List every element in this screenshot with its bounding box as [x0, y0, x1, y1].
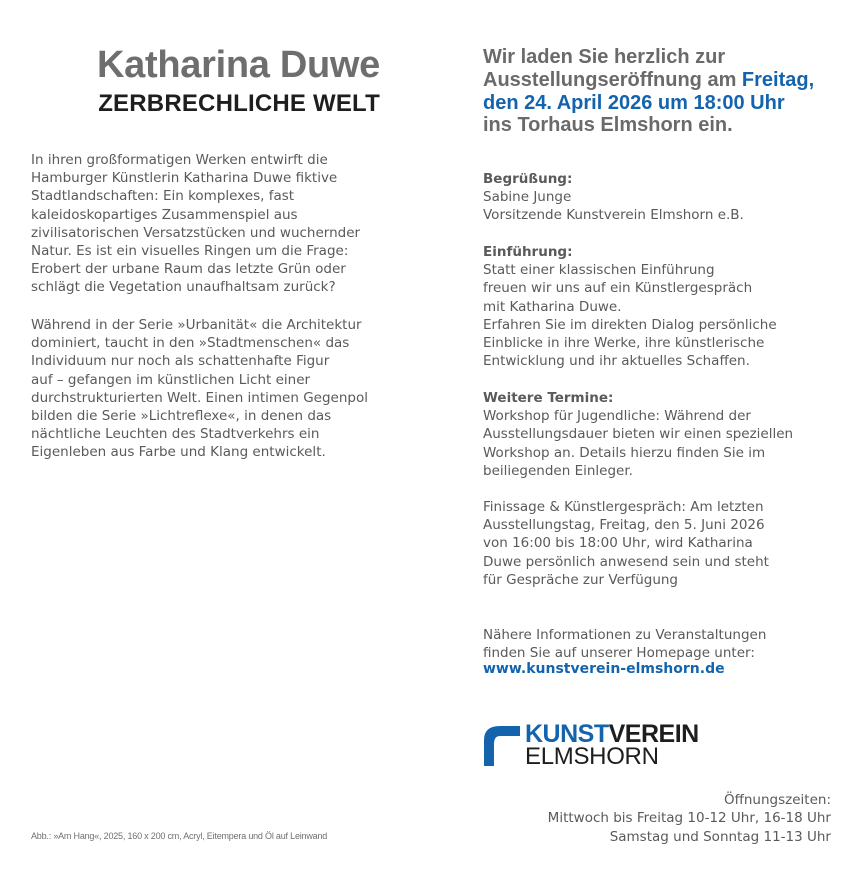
text-line: nächtliche Leuchten des Stadtverkehrs ein	[31, 426, 320, 443]
logo-word-elmshorn: ELMSHORN	[525, 743, 659, 770]
text-line: Individuum nur noch als schattenhafte Figur	[31, 353, 330, 370]
description-paragraph-1	[31, 151, 386, 297]
introduction-section	[483, 243, 838, 370]
text-line: Ausstellungsdauer bieten wir einen speziellen	[483, 426, 794, 443]
text-line: kaleidoskopartiges Zusammenspiel aus	[31, 206, 298, 223]
finissage-section	[483, 498, 838, 589]
invitation-line-text: Ausstellungseröffnung am	[483, 68, 742, 91]
info-section	[483, 626, 838, 662]
text-line: finden Sie auf unserer Homepage unter:	[483, 645, 755, 662]
invitation-line: Wir laden Sie herzlich zur	[483, 46, 726, 68]
text-line: dominiert, taucht in den »Stadtmenschen« das	[31, 335, 350, 352]
text-line: schlägt die Vegetation unaufhaltsam zurück?	[31, 279, 336, 296]
text-line: Ausstellungstag, Freitag, den 5. Juni 2026	[483, 517, 765, 534]
text-line: Workshop für Jugendliche: Während der	[483, 408, 751, 425]
logo-word-verein: VEREIN	[608, 720, 699, 748]
text-line: Stadtlandschaften: Ein komplexes, fast	[31, 188, 295, 205]
more-dates-section	[483, 389, 838, 480]
text-line: mit Katharina Duwe.	[483, 298, 622, 315]
kunstverein-logo-arch-icon	[482, 724, 522, 766]
text-line: bilden die Serie »Lichtreflexe«, in denen das	[31, 408, 332, 425]
welcome-section	[483, 170, 838, 225]
text-line: Vorsitzende Kunstverein Elmshorn e.B.	[483, 207, 744, 224]
opening-hours-line: Samstag und Sonntag 11-13 Uhr	[609, 828, 831, 845]
more-dates-heading: Weitere Termine:	[483, 390, 614, 406]
description-paragraph-2	[31, 316, 386, 462]
text-line: Während in der Serie »Urbanität« die Architektur	[31, 317, 362, 333]
text-line: auf – gefangen im künstlichen Licht einer	[31, 371, 311, 388]
text-line: Nähere Informationen zu Veranstaltungen	[483, 627, 767, 643]
text-line: Einblicke in ihre Werke, ihre künstlerische	[483, 335, 765, 352]
homepage-link[interactable]: www.kunstverein-elmshorn.de	[483, 661, 725, 677]
text-line: Finissage & Künstlergespräch: Am letzten	[483, 499, 764, 515]
image-caption: Abb.: »Am Hang«, 2025, 160 x 200 cm, Acryl, Eitempera und Öl auf Leinwand	[31, 831, 328, 841]
text-line: Natur. Es ist ein visuelles Ringen um die Frage:	[31, 243, 349, 260]
text-line: von 16:00 bis 18:00 Uhr, wird Katharina	[483, 535, 753, 552]
text-line: für Gespräche zur Verfügung	[483, 571, 679, 588]
artist-name: Katharina Duwe	[97, 44, 380, 86]
text-line: freuen wir uns auf ein Künstlergespräch	[483, 280, 753, 297]
opening-hours-line: Mittwoch bis Freitag 10-12 Uhr, 16-18 Uhr	[547, 810, 831, 827]
text-line: Duwe persönlich anwesend sein und steht	[483, 553, 769, 570]
text-line: Statt einer klassischen Einführung	[483, 262, 715, 279]
opening-hours	[548, 791, 831, 846]
text-line: Workshop an. Details hierzu finden Sie im	[483, 444, 766, 461]
text-line: Entwicklung und ihr aktuelles Schaffen.	[483, 353, 750, 370]
exhibition-title: ZERBRECHLICHE WELT	[98, 90, 380, 117]
opening-hours-title: Öffnungszeiten:	[723, 792, 831, 808]
logo-word-kunst: KUNST	[525, 720, 609, 748]
invitation-date-highlight: den 24. April 2026 um 18:00 Uhr	[483, 91, 785, 114]
introduction-heading: Einführung:	[483, 244, 573, 260]
invitation-line: ins Torhaus Elmshorn ein.	[483, 114, 733, 137]
invitation-text	[483, 46, 833, 137]
text-line: In ihren großformatigen Werken entwirft die	[31, 152, 328, 168]
text-line: durchstrukturierten Welt. Einen intimen Gegenpol	[31, 389, 368, 406]
text-line: beiliegenden Einleger.	[483, 462, 633, 479]
welcome-heading: Begrüßung:	[483, 171, 573, 187]
text-line: Sabine Junge	[483, 189, 572, 206]
text-line: Erfahren Sie im direkten Dialog persönliche	[483, 316, 777, 333]
invitation-line	[483, 69, 833, 92]
text-line: Hamburger Künstlerin Katharina Duwe fiktive	[31, 170, 338, 187]
invitation-date-highlight: Freitag,	[741, 68, 815, 91]
text-line: Erobert der urbane Raum das letzte Grün oder	[31, 261, 346, 278]
text-line: zivilisatorischen Versatzstücken und wuchernder	[31, 224, 361, 241]
text-line: Eigenleben aus Farbe und Klang entwickelt.	[31, 444, 326, 461]
